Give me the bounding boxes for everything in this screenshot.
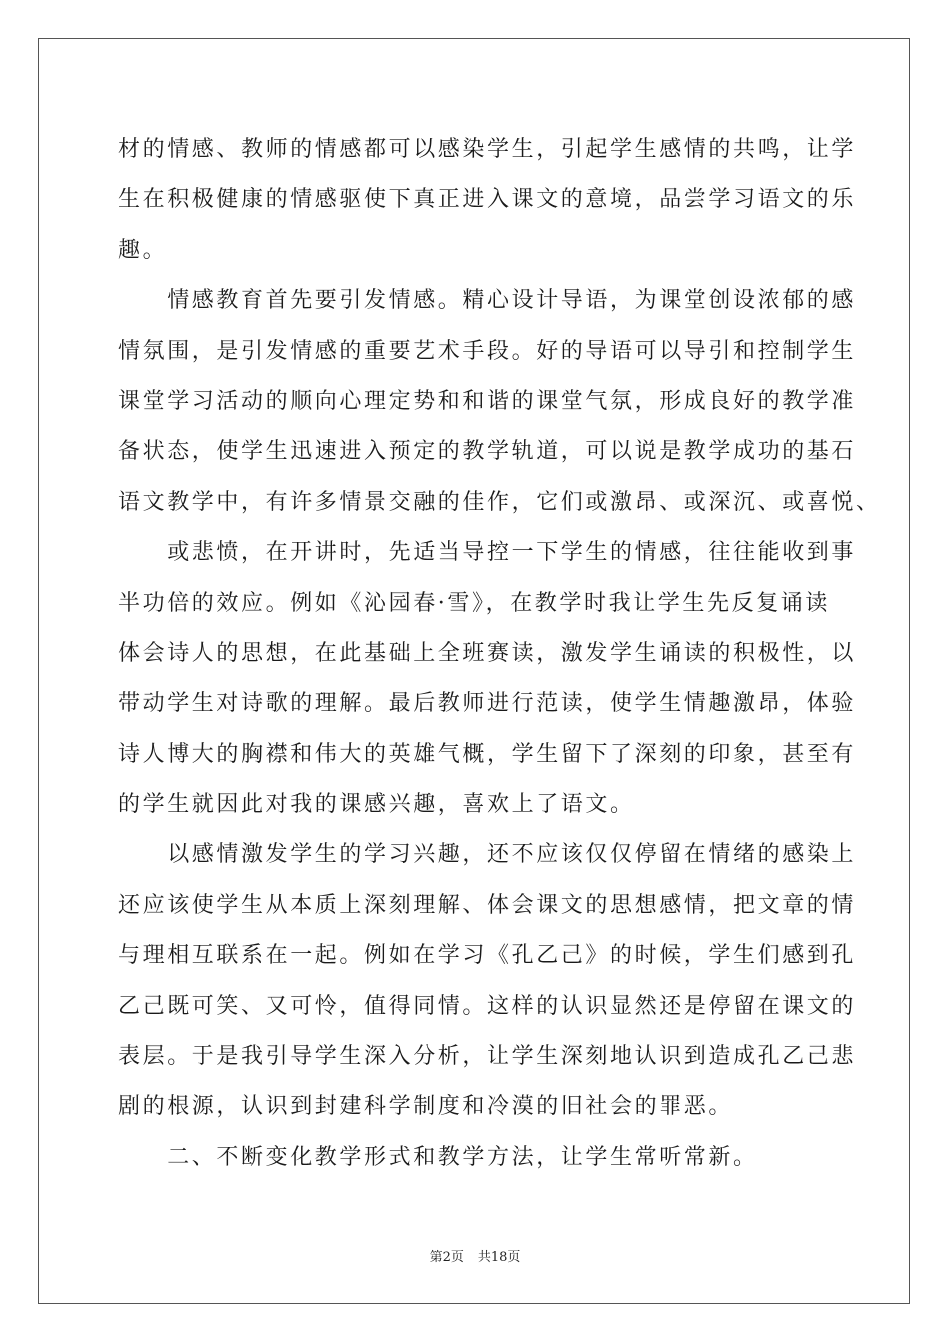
text-line: 情感教育首先要引发情感。精心设计导语，为课堂创设浓郁的感 <box>118 288 857 314</box>
document-body <box>118 125 881 1183</box>
text-line: 材的情感、教师的情感都可以感染学生，引起学生感情的共鸣，让学 <box>118 137 857 162</box>
text-line: 情氛围，是引发情感的重要艺术手段。好的导语可以导引和控制学生 <box>118 338 857 364</box>
page-number: 第2页 <box>429 1250 464 1265</box>
text-line: 诗人博大的胸襟和伟大的英雄气概，学生留下了深刻的印象，甚至有 <box>118 741 857 767</box>
text-line: 以感情激发学生的学习兴趣，还不应该仅仅停留在情绪的感染上 <box>118 842 857 868</box>
text-line: 表层。于是我引导学生深入分析，让学生深刻地认识到造成孔乙己悲 <box>118 1044 857 1070</box>
text-line: 剧的根源，认识到封建科学制度和冷漠的旧社会的罪恶。 <box>118 1094 734 1120</box>
text-line: 生在积极健康的情感驱使下真正进入课文的意境，品尝学习语文的乐 <box>118 187 857 213</box>
text-line: 与理相互联系在一起。例如在学习《孔乙己》的时候，学生们感到孔 <box>118 943 857 969</box>
text-line: 体会诗人的思想，在此基础上全班赛读，激发学生诵读的积极性，以 <box>118 640 857 666</box>
text-line: 二、不断变化教学形式和教学方法，让学生常听常新。 <box>118 1144 758 1170</box>
page-footer <box>0 1246 950 1265</box>
text-line: 语文教学中，有许多情景交融的佳作，它们或激昂、或深沉、或喜悦、 <box>118 489 881 515</box>
text-line: 还应该使学生从本质上深刻理解、体会课文的思想感情，把文章的情 <box>118 892 857 918</box>
text-line: 或悲愤，在开讲时，先适当导控一下学生的情感，往往能收到事 <box>118 540 857 566</box>
text-line: 课堂学习活动的顺向心理定势和和谐的课堂气氛，形成良好的教学准 <box>118 388 857 414</box>
text-line: 乙己既可笑、又可怜，值得同情。这样的认识显然还是停留在课文的 <box>118 993 857 1019</box>
page-total: 共18页 <box>477 1250 521 1265</box>
text-line: 的学生就因此对我的课感兴趣，喜欢上了语文。 <box>118 792 635 818</box>
text-line: 备状态，使学生迅速进入预定的教学轨道，可以说是教学成功的基石 <box>118 439 857 465</box>
text-line: 半功倍的效应。例如《沁园春·雪》，在教学时我让学生先反复诵读 <box>118 590 830 616</box>
text-line: 带动学生对诗歌的理解。最后教师进行范读，使学生情趣激昂，体验 <box>118 691 857 717</box>
text-line: 趣。 <box>118 237 168 263</box>
